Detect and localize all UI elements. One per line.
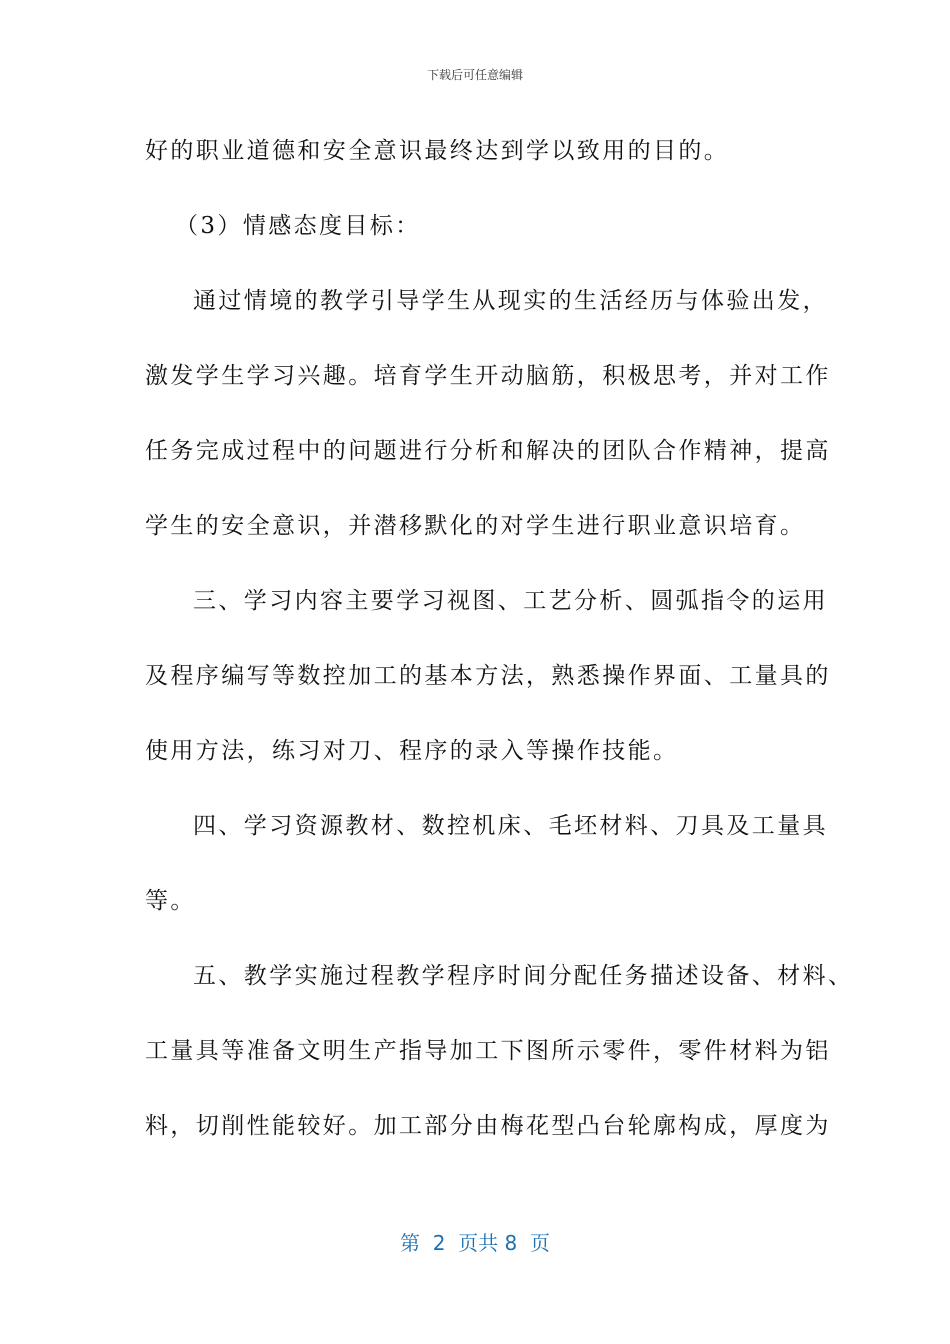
paragraph-line: 等。 xyxy=(145,888,196,914)
paragraph-line: 学生的安全意识，并潜移默化的对学生进行职业意识培育。 xyxy=(145,513,806,539)
paragraph-line: 好的职业道德和安全意识最终达到学以致用的目的。 xyxy=(145,138,730,164)
paragraph-line: 三、学习内容主要学习视图、工艺分析、圆弧指令的运用 xyxy=(193,588,828,614)
paragraph-line: 任务完成过程中的问题进行分析和解决的团队合作精神，提高 xyxy=(145,438,831,464)
paragraph-line: 使用方法，练习对刀、程序的录入等操作技能。 xyxy=(145,738,679,764)
paragraph-line: 工量具等准备文明生产指导加工下图所示零件，零件材料为铝 xyxy=(145,1038,831,1064)
section-heading: （3）情感态度目标： xyxy=(175,213,421,239)
paragraph-line: 通过情境的教学引导学生从现实的生活经历与体验出发， xyxy=(193,288,828,314)
paragraph-line: 激发学生学习兴趣。培育学生开动脑筋，积极思考，并对工作 xyxy=(145,363,831,389)
paragraph-line: 四、学习资源教材、数控机床、毛坯材料、刀具及工量具 xyxy=(193,813,828,839)
page-footer: 第 2 页共 8 页 xyxy=(400,1231,550,1255)
paragraph-line: 五、教学实施过程教学程序时间分配任务描述设备、材料、 xyxy=(193,963,854,989)
paragraph-line: 及程序编写等数控加工的基本方法，熟悉操作界面、工量具的 xyxy=(145,663,831,689)
page-header: 下载后可任意编辑 xyxy=(426,68,523,82)
paragraph-line: 料，切削性能较好。加工部分由梅花型凸台轮廓构成，厚度为 xyxy=(145,1113,831,1139)
